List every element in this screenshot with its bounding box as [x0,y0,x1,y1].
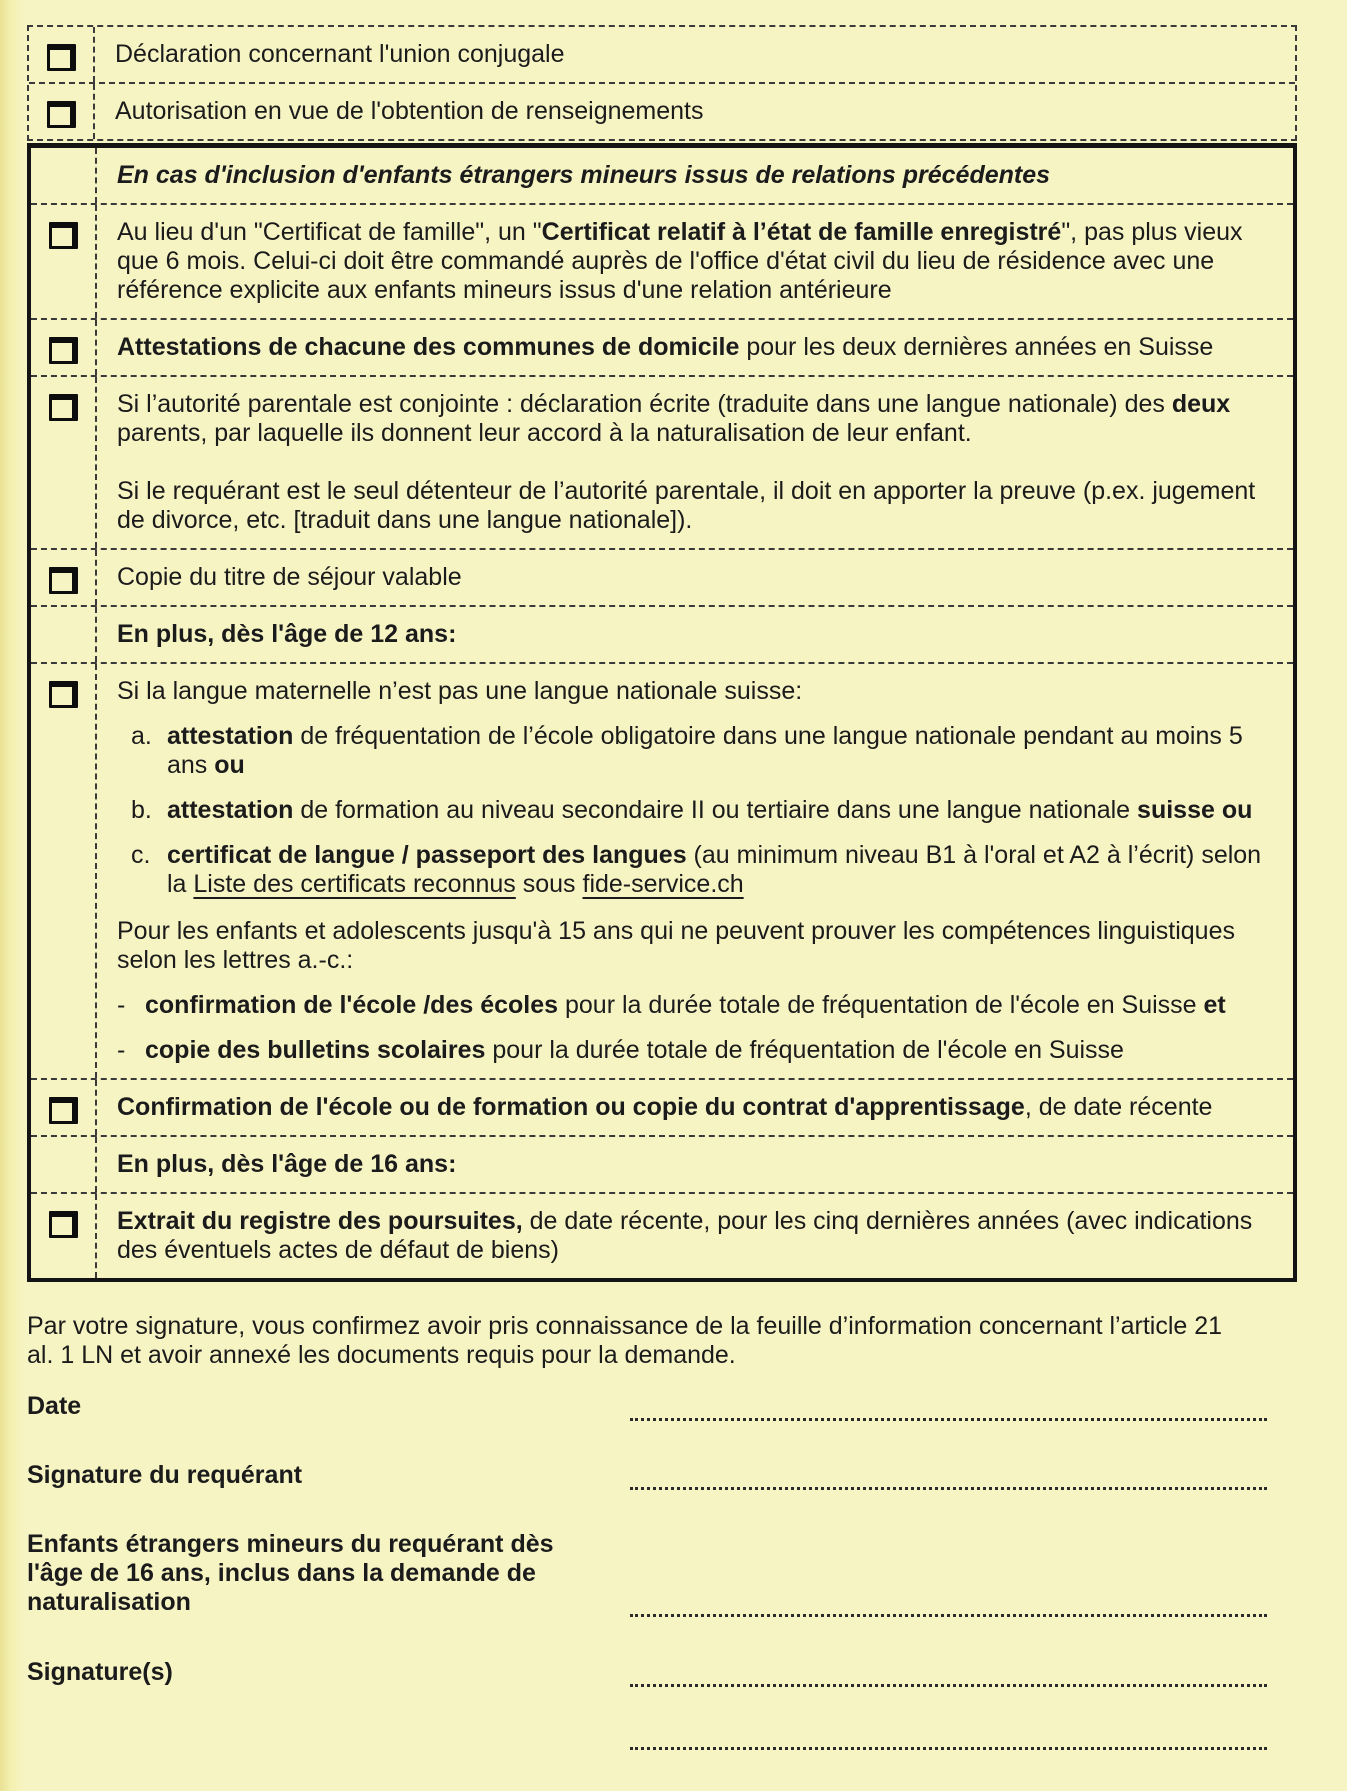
field-enfants-etrangers [27,1530,1267,1617]
list-item [117,1036,1283,1065]
section-title: En cas d'inclusion d'enfants étrangers mineurs issus de relations précédentes [117,161,1051,189]
row-text: Au lieu d'un "Certificat de famille", un "Certificat relatif à l’état de famille enregistré", pas plus vieux que 6 mois. Celui-ci doit être commandé auprès de l'office d'état civil du lieu de résidence avec une référence explicite aux enfants mineurs issus d'une relation antérieure [117,218,1243,304]
section-title: En plus, dès l'âge de 16 ans: [117,1150,457,1178]
text-cell [97,205,1293,318]
checkbox[interactable] [47,44,76,71]
list-item-text: attestation de fréquentation de l’école obligatoire dans une langue nationale pendant au moins 5 ans ou [167,722,1243,779]
list-marker: a. [131,722,152,750]
text-cell [95,84,1295,139]
section-header-row [31,605,1293,662]
text-cell [97,320,1293,375]
row-text: Copie du titre de séjour valable [117,563,462,591]
signature-line[interactable] [630,1588,1267,1617]
text-cell [97,377,1293,548]
field-signature-requerant [27,1461,1267,1490]
row-text: Autorisation en vue de l'obtention de renseignements [115,97,704,125]
list-marker: - [117,1036,126,1064]
checkbox[interactable] [49,394,78,421]
list-item-text: certificat de langue / passeport des langues (au minimum niveau B1 à l'oral et A2 à l’écrit) selon la Liste des certificats reconnus sous fide-service.ch [167,841,1262,898]
checkbox[interactable] [49,681,78,708]
checkbox-cell [31,320,97,375]
list-item-text: copie des bulletins scolaires pour la durée totale de fréquentation de l'école en Suisse [145,1036,1124,1064]
field-label: Date [27,1392,82,1420]
signature-line[interactable] [630,1461,1267,1490]
table-row [31,375,1293,548]
text-cell [97,550,1293,605]
section-header-row [31,1135,1293,1192]
checkbox-cell [31,664,97,1078]
checkbox[interactable] [49,337,78,364]
row-text: Attestations de chacune des communes de domicile pour les deux dernières années en Suisse [117,333,1214,361]
table-row [31,203,1293,318]
checkbox[interactable] [47,101,76,128]
table-row [29,27,1295,82]
text-cell [97,664,1293,1078]
list-item-text: confirmation de l'école /des écoles pour la durée totale de fréquentation de l'école en Suisse et [145,991,1226,1019]
checkbox-cell [31,1080,97,1135]
row-text: Extrait du registre des poursuites, de date récente, pour les cinq dernières années (avec indications des éventuels actes de défaut de biens) [117,1207,1253,1264]
text-cell [97,1194,1293,1278]
table-row [29,82,1295,139]
row-text-paragraph: Si l’autorité parentale est conjointe : déclaration écrite (traduite dans une langue nationale) des deux parents, par laquelle ils donnent leur accord à la naturalisation de leur enfant. [117,390,1231,447]
text-cell [97,1080,1293,1135]
list-item [117,722,1283,780]
date-line[interactable] [630,1392,1267,1421]
checkbox-cell [31,377,97,548]
table-row [31,662,1293,1078]
table-row [31,318,1293,375]
text-cell [97,607,1293,662]
checkbox-cell [31,148,97,203]
table-row [31,1192,1293,1278]
checkbox-cell [31,1194,97,1278]
checkbox-cell [31,205,97,318]
text-cell [97,148,1293,203]
list-item-text: attestation de formation au niveau secondaire II ou tertiaire dans une langue nationale suisse ou [167,796,1253,824]
checkbox[interactable] [49,567,78,594]
list-item [117,796,1283,825]
checkbox-cell [29,27,95,82]
signature-line[interactable] [630,1658,1267,1687]
signature-line[interactable] [630,1721,1267,1750]
list-marker: - [117,991,126,1019]
checkbox[interactable] [49,1211,78,1238]
field-label: Enfants étrangers mineurs du requérant dès l'âge de 16 ans, inclus dans la demande de naturalisation [27,1530,554,1616]
field-label: Signature(s) [27,1658,173,1686]
checkbox[interactable] [49,222,78,249]
section-header-row [31,148,1293,203]
row-text: Déclaration concernant l'union conjugale [115,40,565,68]
table-row [31,1078,1293,1135]
list-marker: c. [131,841,151,869]
checkbox-cell [31,607,97,662]
checkbox-cell [29,84,95,139]
list-marker: b. [131,796,152,824]
field-signatures-extra [27,1721,1267,1750]
row-text-paragraph: Si le requérant est le seul détenteur de l’autorité parentale, il doit en apporter la preuve (p.ex. jugement de divorce, etc. [traduit dans une langue nationale]). [117,477,1256,534]
checklist-table-children [27,143,1297,1282]
list-item [117,991,1283,1020]
field-signatures [27,1658,1267,1687]
field-date [27,1392,1267,1421]
checkbox-cell [31,1137,97,1192]
field-label: Signature du requérant [27,1461,303,1489]
checkbox-cell [31,550,97,605]
confirmation-paragraph: Par votre signature, vous confirmez avoir pris connaissance de la feuille d’information concernant l’article 21 al. 1 LN et avoir annexé les documents requis pour la demande. [27,1312,1223,1369]
table-row [31,548,1293,605]
list-item [117,841,1283,899]
row-text: Confirmation de l'école ou de formation ou copie du contrat d'apprentissage, de date récente [117,1093,1213,1121]
checklist-table-general [27,25,1297,141]
text-cell [97,1137,1293,1192]
section-title: En plus, dès l'âge de 12 ans: [117,620,457,648]
row-text-paragraph: Pour les enfants et adolescents jusqu'à 15 ans qui ne peuvent prouver les compétences linguistiques selon les lettres a.-c.: [117,917,1235,974]
checkbox[interactable] [49,1097,78,1124]
row-text-intro: Si la langue maternelle n’est pas une langue nationale suisse: [117,677,803,705]
text-cell [95,27,1295,82]
